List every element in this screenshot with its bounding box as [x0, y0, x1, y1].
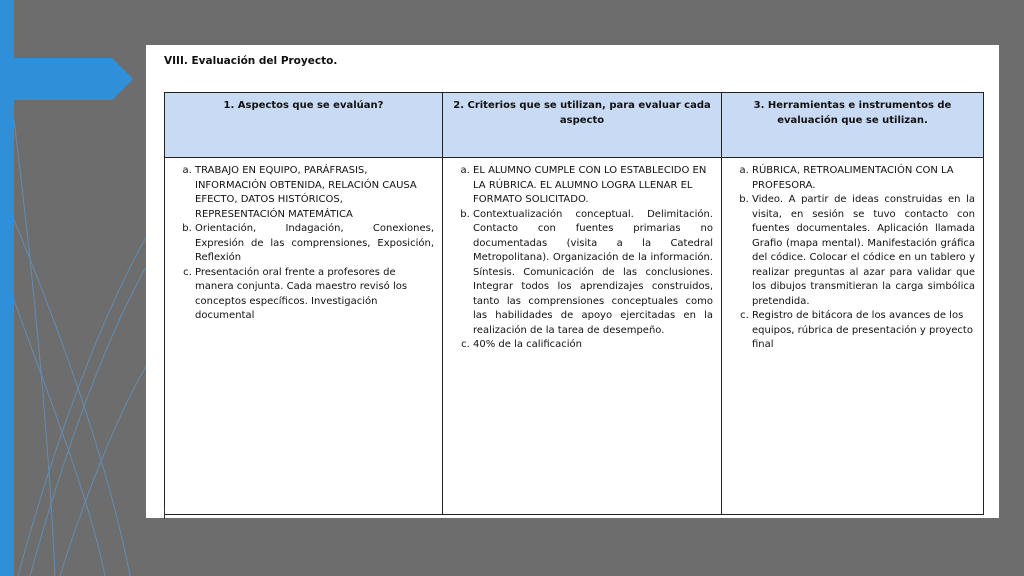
list-item: c. Registro de bitácora de los avances de los equipos, rúbrica de presentación y proyecto final [752, 309, 975, 353]
section-title: VIII. Evaluación del Proyecto. [164, 55, 338, 67]
aspects-list [171, 164, 434, 324]
header-tools: 3. Herramientas e instrumentos de evaluación que se utilizan. [722, 93, 984, 158]
decorative-lines [14, 120, 150, 576]
aspects-cell [165, 158, 443, 515]
criteria-cell [443, 158, 722, 515]
list-item: a. RÚBRICA, RETROALIMENTACIÓN CON LA PROFESORA. [752, 164, 975, 193]
title-arrow-shape [0, 58, 133, 100]
list-item: a. EL ALUMNO CUMPLE CON LO ESTABLECIDO EN LA RÚBRICA. EL ALUMNO LOGRA LLENAR EL FORMATO SOLICITADO. [473, 164, 713, 208]
list-item: b. Contextualización conceptual. Delimitación. Contacto con fuentes primarias no documentadas (visita a la Catedral Metropolitana). Organización de la información. Síntesis. Comunicación de las conclusiones. Integrar todos los aprendizajes construidos, tanto las comprensiones conceptuales como las habilidades de apoyo ejercitadas en la realización de la tarea de desempeño. [473, 208, 713, 339]
tools-list [728, 164, 975, 353]
header-criteria: 2. Criterios que se utilizan, para evaluar cada aspecto [443, 93, 722, 158]
tools-cell [722, 158, 984, 515]
table-header-row [165, 93, 984, 158]
list-item: b. Video. A partir de ideas construidas en la visita, en sesión se tuvo contacto con fuentes documentales. Aplicación llamada Grafio (mapa mental). Manifestación gráfica del códice. Colocar el códice en un tablero y realizar preguntas al azar para validar que los dibujos transmitieran la carga simbólica pretendida. [752, 193, 975, 309]
header-aspects: 1. Aspectos que se evalúan? [165, 93, 443, 158]
table-row [165, 158, 984, 515]
list-item: c. Presentación oral frente a profesores de manera conjunta. Cada maestro revisó los conceptos específicos. Investigación documental [195, 266, 434, 324]
document-page [146, 45, 999, 518]
text-cursor [164, 507, 165, 519]
list-item: c. 40% de la calificación [473, 338, 713, 353]
list-item: b. Orientación, Indagación, Conexiones, Expresión de las comprensiones, Exposición, Reflexión [195, 222, 434, 266]
evaluation-table [164, 92, 984, 515]
list-item: a. TRABAJO EN EQUIPO, PARÁFRASIS, INFORMACIÓN OBTENIDA, RELACIÓN CAUSA EFECTO, DATOS HISTÓRICOS, REPRESENTACIÓN MATEMÁTICA [195, 164, 434, 222]
criteria-list [449, 164, 713, 353]
